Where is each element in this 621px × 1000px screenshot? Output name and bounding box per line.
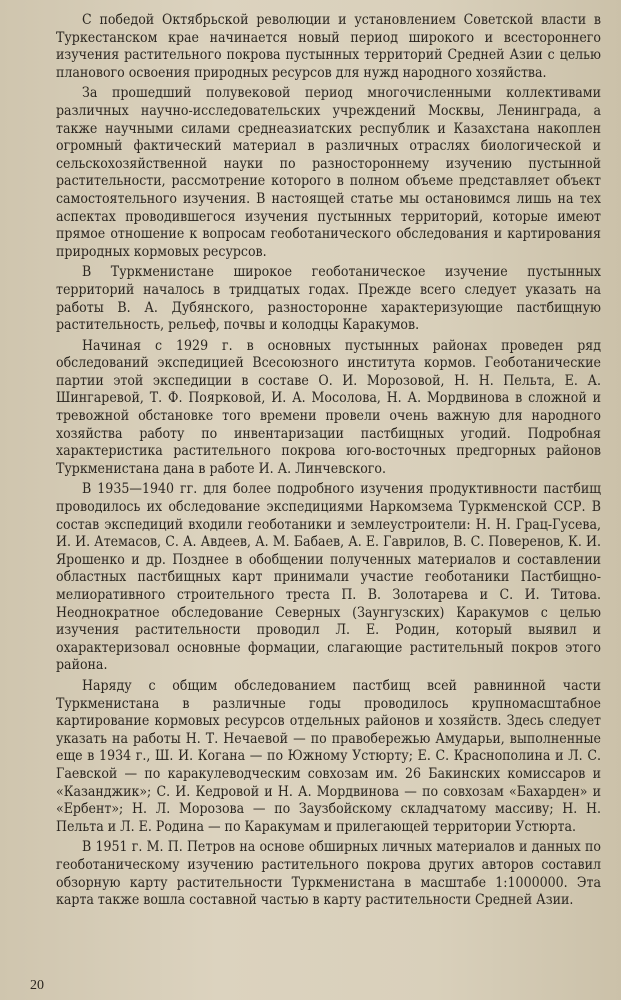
paragraph: Наряду с общим обследованием пастбищ всей равнинной части Туркменистана в различные годы проводилось крупномасштабное картирование кормовых ресурсов отдельных районов и хозяйств. Здесь следует указать на работы Н. Т. Нечаевой — по правобережью Амударьи, выполненные еще в 1934 г., Ш. И. Когана — по Южному Устюрту; Е. С. Краснополина и Л. С. Гаевской — по каракулеводческим совхозам им. 26 Бакинских комиссаров и «Казанджик»; С. И. Кедровой и Н. А. Мордвинова — по совхозам «Бахарден» и «Ербент»; Н. Л. Морозова — по Заузбойскому складчатому массиву; Н. Н. Пельта и Л. Е. Родина — по Каракумам и прилегающей территории Устюрта. xyxy=(56,677,601,835)
paragraph: В Туркменистане широкое геоботаническое изучение пустынных территорий началось в тридцатых годах. Прежде всего следует указать на работы В. А. Дубянского, разносторонне характеризующие пастбищную растительность, рельеф, почвы и колодцы Каракумов. xyxy=(56,264,601,334)
paragraph: В 1935—1940 гг. для более подробного изучения продуктивности пастбищ проводилось их обследование экспедициями Наркомзема Туркменской ССР. В состав экспедиций входили геоботаники и землеустроители: Н. Н. Грац-Гусева, И. И. Атемасов, С. А. Авдеев, А. М. Бабаев, А. Е. Гаврилов, В. С. Поверенов, К. И. Ярошенко и др. Позднее в обобщении полученных материалов и составлении областных пастбищных карт принимали участие геоботаники Пастбищно-мелиоративного строительного треста П. В. Золотарева и С. И. Титова. Неоднократное обследование Северных (Заунгузских) Каракумов с целью изучения растительности проводил Л. Е. Родин, который выявил и охарактеризовал основные формации, слагающие растительный покров этого района. xyxy=(56,481,601,674)
page-number: 20 xyxy=(30,978,44,993)
paragraph: С победой Октябрьской революции и установлением Советской власти в Туркестанском крае начинается новый период широкого и всестороннего изучения растительного покрова пустынных территорий Средней Азии с целью планового освоения природных ресурсов для нужд народного хозяйства. xyxy=(56,12,601,81)
paragraph: Начиная с 1929 г. в основных пустынных районах проведен ряд обследований экспедицией Всесоюзного института кормов. Геоботанические партии этой экспедиции в составе О. И. Морозовой, Н. Н. Пельта, Е. А. Шингаревой, Т. Ф. Поярковой, И. А. Мосолова, Н. А. Мордвинова в сложной и тревожной обстановке того времени провели очень важную для народного хозяйства работу по инвентаризации пастбищных угодий. Подробная характеристика растительного покрова юго-восточных предгорных районов Туркменистана дана в работе И. А. Линчевского. xyxy=(56,337,601,477)
paragraph: За прошедший полувековой период многочисленными коллективами различных научно-исследовательских учреждений Москвы, Ленинграда, а также научными силами среднеазиатских республик и Казахстана накоплен огромный фактический материал в различных отраслях биологической и сельскохозяйственной науки по разностороннему изучению пустынной растительности, рассмотрение которого в полном объеме представляет объект самостоятельного изучения. В настоящей статье мы остановимся лишь на тех аспектах проводившегося изучения пустынных территорий, которые имеют прямое отношение к вопросам геоботанического обследования и картирования природных кормовых ресурсов. xyxy=(56,85,601,260)
paragraph: В 1951 г. М. П. Петров на основе обширных личных материалов и данных по геоботаническому изучению растительного покрова других авторов составил обзорную карту растительности Туркменистана в масштабе 1:1000000. Эта карта также вошла составной частью в карту растительности Средней Азии. xyxy=(56,839,601,909)
body-text xyxy=(56,12,601,910)
